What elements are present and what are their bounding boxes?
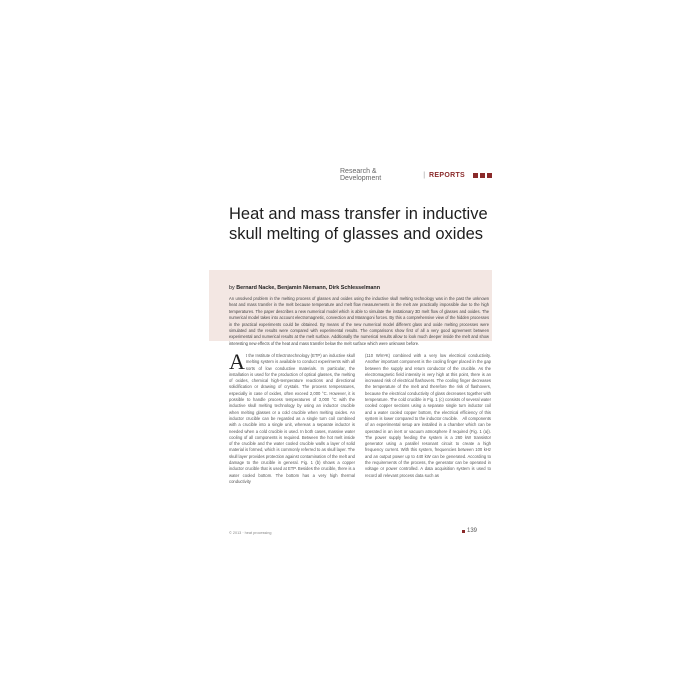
drop-cap: A xyxy=(229,349,245,374)
footer-page-number xyxy=(462,528,477,534)
abstract-text: An unsolved problem in the melting process of glasses and oxides using the inductive skull melting technology was in the past the unknown heat and mass transfer in the melt because temperature and melt flow measurements in the melt are practically impossible due to the high temperatures. The paper describes a new numerical model which is able to simulate the instationary 3D melt flow of glasses and oxides. The numerical model takes into account electromagnetic, convection and Marangoni forces. By this a comprehensive view of the hidden processes in the practical experiments could be obtained. By means of the new numerical model different glass and oxide melting processes were simulated and the results were compared with experimental results. The comparisons show first of all a very good agreement between experimental and numerical results at the melt surface. Additionally the numerical results allow to look much deeper inside the melt and show interesting new effects of the heat and mass transfer below the melt surface which were unknown before. xyxy=(229,296,489,346)
page-number: 139 xyxy=(467,528,478,534)
author-names: Bernard Nacke, Benjamin Niemann, Dirk Schlesselmann xyxy=(236,285,381,291)
header-separator: | xyxy=(423,171,426,179)
header-section: Research & Development xyxy=(340,168,382,182)
running-header xyxy=(340,168,492,182)
footer-copyright: © 2013 · heat processing xyxy=(229,531,272,535)
header-label: REPORTS xyxy=(429,171,465,179)
header-squares-icon xyxy=(473,173,492,178)
body-column-left xyxy=(229,349,355,485)
page-marker-icon xyxy=(462,530,465,533)
body-text-right: (110 W/m²K) combined with a very low electrical conductivity. Another important component is the cooling finger placed in the gap between the supply and return conductor of the crucible. As the electromagnetic field intensity is very high at this point, there is an increased risk of electrical flashovers. The cooling finger decreases the temperature of the melt and therefore the risk of flashovers, because the electrical conductivity of glass decreases together with temperature. The cold crucible in Fig. 1 (c) consists of several water cooled copper sections using a separate single turn inductor coil and a water cooled copper bottom, the electrical efficiency of this system is lower compared to the inductor crucible. All components of an experimental setup are installed in a chamber which can be operated in an inert or vacuum atmosphere if required (Fig. 1 (a)). The power supply feeding the system is a 260 kW transistor generator using a parallel resonant circuit to create a high frequency current. With this system, frequencies between 100 kHz and an output power up to 440 kW can be generated. According to the requirements of the process, the generator can be operated in voltage or power controlled. A data acquisition system is used to record all relevant process data such as xyxy=(365,353,491,478)
author-line xyxy=(229,285,489,291)
body-column-right xyxy=(365,353,491,479)
author-by: by xyxy=(229,285,235,291)
article-title: Heat and mass transfer in inductive skull melting of glasses and oxides xyxy=(229,205,488,243)
body-text-left: t the Institute of Electrotechnology (ETP) an inductive skull melting system is available to conduct experiments with all sorts of low conductive materials. In particular, the installation is used for the production of optical glasses, the melting of oxides, chemical high-temperature reactions and directional solidification or drawing of crystals. The process temperatures, especially in case of oxides, often exceed 2,000 °C. However, it is possible to handle process temperatures of 3,000 °C with the inductive skull melting technology by using an inductor crucible when melting glasses or a cold crucible when melting oxides. An inductor crucible can be regarded as a single turn coil combined with a crucible into a single unit, whereas a separate inductor is needed when a cold crucible is used. In both cases, massive water cooling of all components is required. Between the hot melt inside of the crucible and the water cooled crucible walls a layer of solid material is formed, which is commonly referred to as skull layer. The skull layer provides protection against contamination of the melt and damage to the crucible in general. Fig. 1 (b) shows a copper inductor crucible that is used at ETP. Besides the crucible, there is a water cooled bottom. The bottom has a very high thermal conductivity xyxy=(229,353,355,484)
